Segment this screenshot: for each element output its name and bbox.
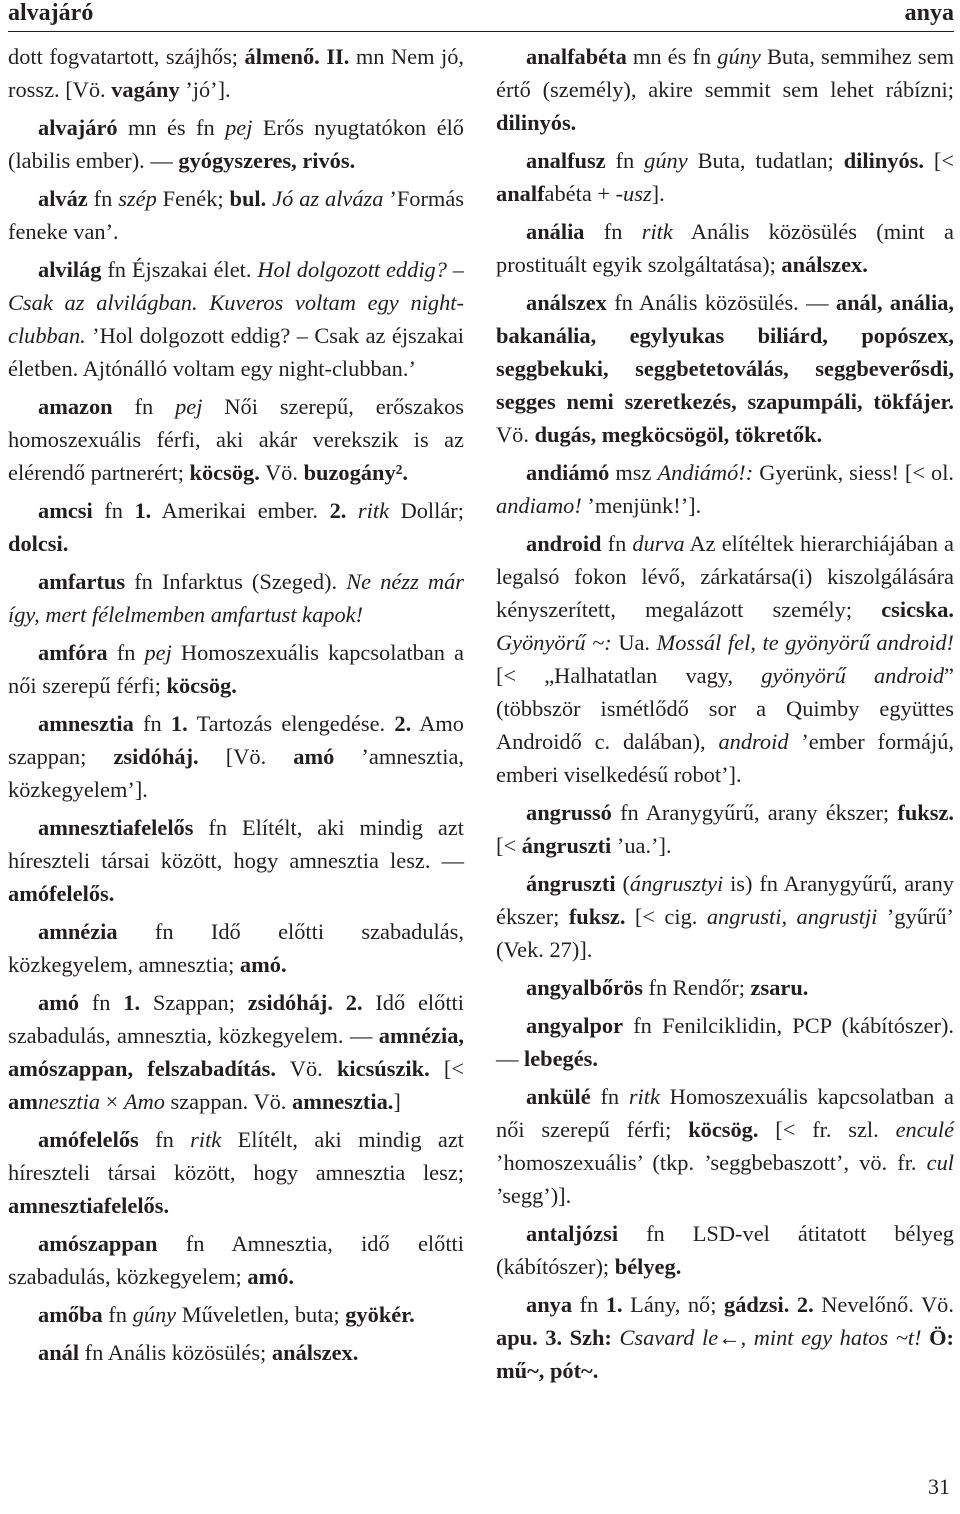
- entry-headword: angrussó: [526, 800, 612, 825]
- entry-text: Idő előtti szabadulás, amnesztia, közkegyelem. —: [8, 990, 464, 1048]
- entry-headword: amfóra: [38, 640, 108, 665]
- entry-text: fn: [572, 1292, 606, 1317]
- entry-text: Az elítéltek hierarchiájában a legalsó fokon lévő, zárkatársa(i) kiszolgálására kényszerített, megalázott személy;: [496, 531, 954, 622]
- entry-text: ’homoszexuális’ (tkp. ’seggbebaszott’, vö. fr.: [496, 1150, 927, 1175]
- entry-text: ’amnesztia, közkegyelem’].: [8, 744, 464, 802]
- entry-text: ×: [100, 1089, 124, 1114]
- dictionary-entry: [8, 636, 464, 702]
- italic-text: Ne nézz már így, mert félelmemben amfartust kapok!: [8, 569, 464, 627]
- entry-text: fn Anális közösülés;: [79, 1340, 272, 1365]
- entry-text: Amerikai ember.: [151, 498, 330, 523]
- entry-text: [333, 990, 346, 1015]
- italic-text: pej: [175, 394, 203, 419]
- bold-text: ángruszti: [521, 833, 612, 858]
- bold-text: köcsög.: [166, 673, 237, 698]
- entry-text: fn: [102, 1302, 133, 1327]
- bold-text: Ö: mű~, pót~.: [496, 1325, 954, 1383]
- italic-text: cul: [926, 1150, 954, 1175]
- bold-text: zsaru.: [750, 975, 809, 1000]
- dictionary-entry: [8, 915, 464, 981]
- entry-text: Anális közösülés (mint a prostituált egyik szolgáltatása);: [496, 219, 954, 277]
- entry-headword: análszex: [526, 290, 607, 315]
- bold-text: análszex.: [271, 1340, 359, 1365]
- entry-headword: amnézia: [38, 919, 118, 944]
- entry-text: [< cig.: [625, 904, 707, 929]
- entry-text: fn: [133, 711, 171, 736]
- entry-text: fn: [605, 148, 645, 173]
- bold-text: köcsög.: [189, 460, 260, 485]
- italic-text: szép: [118, 186, 157, 211]
- bold-text: 2.: [796, 1292, 814, 1317]
- entry-text: ’segg’)].: [496, 1183, 572, 1208]
- entry-text: mn és fn: [626, 44, 718, 69]
- italic-text: enculé: [895, 1117, 955, 1142]
- running-head-left: alvajáró: [8, 0, 94, 26]
- dictionary-entry: [8, 494, 464, 560]
- bold-text: dolcsi.: [8, 531, 69, 556]
- entry-text: fn: [112, 394, 176, 419]
- italic-text: Amo: [123, 1089, 165, 1114]
- dictionary-entry: [8, 811, 464, 910]
- running-head-right: anya: [904, 0, 954, 26]
- italic-text: pej: [144, 640, 172, 665]
- bold-text: amó: [293, 744, 335, 769]
- dictionary-entry: [496, 286, 954, 451]
- entry-headword: analfabéta: [526, 44, 627, 69]
- entry-text: [<: [923, 148, 954, 173]
- entry-headword: anália: [526, 219, 585, 244]
- entry-text: ’Hol dolgozott eddig? – Csak az éjszakai életben. Ajtónálló voltam egy night-clubban.’: [8, 323, 464, 381]
- italic-text: durva: [632, 531, 685, 556]
- italic-text: ritk: [628, 1084, 660, 1109]
- entry-text: Gyerünk, siess! [< ol.: [753, 460, 955, 485]
- bold-text: amnézia, amószappan, felszabadítás.: [8, 1023, 464, 1081]
- bold-text: apu.: [496, 1325, 538, 1350]
- bold-text: 1.: [605, 1292, 623, 1317]
- bold-text: vagány: [111, 77, 180, 102]
- italic-text: Gyönyörű ~:: [496, 630, 612, 655]
- italic-text: android: [718, 729, 789, 754]
- italic-text: gyönyörű android: [761, 663, 945, 688]
- dictionary-entry: [8, 111, 464, 177]
- bold-text: 1.: [123, 990, 141, 1015]
- dictionary-entry: [8, 1123, 464, 1222]
- bold-text: gyökér.: [345, 1302, 415, 1327]
- dictionary-entry: [496, 1080, 954, 1212]
- bold-text: bul.: [229, 186, 267, 211]
- italic-text: gúny: [132, 1302, 177, 1327]
- dictionary-entry: [496, 1288, 954, 1387]
- italic-text: pej: [225, 115, 253, 140]
- bold-text: 2.: [394, 711, 412, 736]
- entry-text: Amo szappan;: [8, 711, 464, 769]
- bold-text: bélyeg.: [614, 1254, 682, 1279]
- bold-text: 2.: [329, 498, 347, 523]
- entry-headword: amó: [38, 990, 80, 1015]
- entry-headword: anál: [38, 1340, 80, 1365]
- bold-text: am: [8, 1089, 38, 1114]
- dictionary-entry: [496, 527, 954, 791]
- bold-text: köcsög.: [688, 1117, 759, 1142]
- entry-text: Vö.: [259, 460, 304, 485]
- bold-text: buzogány².: [303, 460, 408, 485]
- entry-text: dott fogvatartott, szájhős;: [8, 44, 245, 69]
- entry-text: [<: [496, 833, 522, 858]
- entry-text: Homoszexuális kapcsolatban a női szerepű férfi;: [8, 640, 464, 698]
- entry-text: mn és fn: [117, 115, 226, 140]
- entry-text: ” (többször ismétlődő sor a Quimby együttes Androidő c. dalában),: [496, 663, 954, 754]
- entry-text: szappan. Vö.: [164, 1089, 292, 1114]
- entry-headword: anya: [526, 1292, 573, 1317]
- entry-text: is) fn Aranygyűrű, arany ékszer;: [496, 871, 954, 929]
- bold-text: lebegés.: [524, 1046, 598, 1071]
- dictionary-entry: [496, 971, 954, 1004]
- entry-text: [346, 498, 358, 523]
- entry-text: Buta, semmihez sem értő (személy), akire semmit sem lehet rábízni;: [496, 44, 954, 102]
- dictionary-entry: [496, 144, 954, 210]
- left-column: [8, 40, 464, 1374]
- bold-text: amnesztia.: [292, 1089, 394, 1114]
- page-header: [0, 0, 960, 34]
- entry-text: fn: [590, 1084, 629, 1109]
- entry-text: fn Idő előtti szabadulás, közkegyelem, amnesztia;: [8, 919, 464, 977]
- entry-text: [789, 1292, 797, 1317]
- entry-headword: amfartus: [38, 569, 126, 594]
- entry-headword: amazon: [38, 394, 113, 419]
- bold-text: csicska.: [881, 597, 954, 622]
- dictionary-entry: [8, 565, 464, 631]
- bold-text: analf: [496, 181, 545, 206]
- entry-headword: andiámó: [526, 460, 610, 485]
- bold-text: amnesztiafelelős.: [8, 1193, 170, 1218]
- entry-text: abéta + -: [544, 181, 624, 206]
- entry-headword: amnesztia: [38, 711, 134, 736]
- bold-text: 1.: [134, 498, 152, 523]
- right-column: [496, 40, 954, 1392]
- dictionary-entry: [496, 796, 954, 862]
- bold-text: gádzsi.: [724, 1292, 790, 1317]
- entry-text: fn: [107, 640, 145, 665]
- bold-text: análszex.: [781, 252, 868, 277]
- italic-text: angrusti, angrustji: [706, 904, 878, 929]
- entry-text: Vö.: [496, 422, 535, 447]
- bold-text: fuksz.: [897, 800, 954, 825]
- bold-text: dugás, megköcsögöl, tökretők.: [534, 422, 823, 447]
- entry-headword: ángruszti: [526, 871, 616, 896]
- dictionary-entry: [496, 40, 954, 139]
- italic-text: Jó az alváza: [272, 186, 384, 211]
- dictionary-entry: [496, 456, 954, 522]
- entry-text: msz: [609, 460, 658, 485]
- entry-text: [< fr. szl.: [758, 1117, 896, 1142]
- entry-text: fn: [584, 219, 642, 244]
- dictionary-entry: [8, 707, 464, 806]
- entry-headword: alvilág: [38, 257, 102, 282]
- dictionary-entry: [8, 1298, 464, 1331]
- entry-text: Nevelőnő. Vö.: [813, 1292, 954, 1317]
- entry-headword: antaljózsi: [526, 1221, 619, 1246]
- entry-text: fn Elítélt, aki mindig azt híreszteli társai között, hogy amnesztia lesz. —: [8, 815, 464, 873]
- entry-headword: angyalpor: [526, 1013, 624, 1038]
- bold-text: kicsúszik.: [336, 1056, 430, 1081]
- italic-text: Hol dolgozott eddig? – Csak az alvilágban. Kuveros voltam egy night-clubban.: [8, 257, 464, 348]
- entry-text: Ua.: [611, 630, 657, 655]
- italic-text: Andiámó!:: [657, 460, 754, 485]
- entry-text: [922, 1325, 930, 1350]
- bold-text: II.: [326, 44, 350, 69]
- italic-text: gúny: [717, 44, 761, 69]
- bold-text: álmenő.: [244, 44, 320, 69]
- italic-text: gúny: [644, 148, 688, 173]
- entry-text: ’menjünk!’].: [581, 493, 702, 518]
- entry-text: ’gyűrű’ (Vek. 27)].: [496, 904, 954, 962]
- entry-text: fn Infarktus (Szeged).: [125, 569, 347, 594]
- italic-text: ritk: [190, 1127, 222, 1152]
- header-rule: [8, 31, 954, 32]
- dictionary-entry: [496, 1009, 954, 1075]
- bold-text: dilinyós.: [496, 110, 577, 135]
- entry-text: fn Amnesztia, idő előtti szabadulás, közkegyelem;: [8, 1231, 464, 1289]
- dictionary-entry: [496, 1217, 954, 1283]
- entry-text: Dollár;: [389, 498, 464, 523]
- entry-text: ].: [651, 181, 665, 206]
- italic-text: nesztia: [37, 1089, 101, 1114]
- entry-text: fn Rendőr;: [642, 975, 751, 1000]
- entry-headword: amőba: [38, 1302, 103, 1327]
- entry-text: Homoszexuális kapcsolatban a női szerepű férfi;: [496, 1084, 954, 1142]
- bold-text: anál, anália, bakanália, egylyukas biliárd, popószex, seggbekuki, seggbetetoválás, seggbeverősdi, segges nemi szeretkezés, szapumpáli, tökfájer.: [496, 290, 955, 414]
- entry-headword: alváz: [38, 186, 88, 211]
- dictionary-entry: [8, 1336, 464, 1369]
- entry-text: fn Fenilciklidin, PCP (kábítószer). —: [496, 1013, 954, 1071]
- entry-headword: amcsi: [38, 498, 93, 523]
- bold-text: amófelelős.: [8, 881, 115, 906]
- entry-text: fn LSD-vel átitatott bélyeg (kábítószer);: [496, 1221, 954, 1279]
- bold-text: amó.: [239, 952, 287, 977]
- italic-text: Mossál fel, te gyönyörű android!: [656, 630, 954, 655]
- entry-text: Elítélt, aki mindig azt híreszteli társai között, hogy amnesztia lesz;: [8, 1127, 464, 1185]
- italic-text: usz: [623, 181, 652, 206]
- entry-text: Buta, tudatlan;: [687, 148, 844, 173]
- entry-headword: amnesztiafelelős: [38, 815, 194, 840]
- entry-text: Fenék;: [156, 186, 230, 211]
- entry-text: ’Formás feneke van’.: [8, 186, 464, 244]
- bold-text: 1.: [170, 711, 188, 736]
- entry-text: fn: [92, 498, 135, 523]
- page-number: 31: [928, 1474, 950, 1499]
- entry-text: fn: [87, 186, 119, 211]
- entry-text: ’jó’].: [179, 77, 231, 102]
- entry-text: fn Éjszakai élet.: [101, 257, 258, 282]
- entry-text: Erős nyugtatókon élő (labilis ember). —: [8, 115, 464, 173]
- bold-text: 2.: [345, 990, 363, 1015]
- italic-text: ritk: [357, 498, 390, 523]
- italic-text: andiamo!: [496, 493, 582, 518]
- entry-text: fn Aranygyűrű, arany ékszer;: [611, 800, 898, 825]
- entry-headword: amófelelős: [38, 1127, 139, 1152]
- entry-text: Tartozás elengedése.: [187, 711, 395, 736]
- dictionary-entry: [8, 40, 464, 106]
- entry-text: (: [615, 871, 630, 896]
- entry-text: [<: [429, 1056, 464, 1081]
- dictionary-entry: [8, 986, 464, 1118]
- bold-text: zsidóháj.: [247, 990, 333, 1015]
- bold-text: fuksz.: [568, 904, 626, 929]
- entry-text: ’ember formájú, emberi viselkedésű robot’].: [496, 729, 955, 787]
- dictionary-entry: [496, 867, 954, 966]
- entry-headword: amószappan: [38, 1231, 158, 1256]
- entry-headword: angyalbőrös: [526, 975, 643, 1000]
- entry-text: Lány, nő;: [622, 1292, 724, 1317]
- entry-text: ]: [393, 1089, 401, 1114]
- dictionary-entry: [8, 1227, 464, 1293]
- entry-text: Műveletlen, buta;: [176, 1302, 346, 1327]
- entry-text: [Vö.: [198, 744, 294, 769]
- dictionary-entry: [496, 215, 954, 281]
- entry-headword: ankülé: [526, 1084, 591, 1109]
- bold-text: dilinyós.: [843, 148, 924, 173]
- entry-headword: alvajáró: [38, 115, 118, 140]
- entry-text: mn Nem jó, rossz. [Vö.: [8, 44, 464, 102]
- dictionary-entry: [8, 182, 464, 248]
- dictionary-entry: [8, 390, 464, 489]
- italic-text: ángrusztyi: [629, 871, 724, 896]
- entry-text: Szappan;: [140, 990, 248, 1015]
- entry-headword: analfusz: [526, 148, 606, 173]
- bold-text: 3. Szh:: [545, 1325, 612, 1350]
- entry-text: fn Anális közösülés. —: [606, 290, 836, 315]
- italic-text: Csavard le←, mint egy hatos ~t!: [619, 1325, 922, 1350]
- dictionary-entry: [8, 253, 464, 385]
- entry-text: Női szerepű, erőszakos homoszexuális férfi, aki akár verekszik is az elérendő partnerért;: [8, 394, 464, 485]
- entry-text: Vö.: [276, 1056, 337, 1081]
- italic-text: ritk: [641, 219, 673, 244]
- entry-text: fn: [138, 1127, 191, 1152]
- entry-text: fn: [601, 531, 633, 556]
- bold-text: zsidóháj.: [113, 744, 199, 769]
- bold-text: amó.: [247, 1264, 295, 1289]
- entry-headword: android: [526, 531, 602, 556]
- bold-text: gyógyszeres, rivós.: [178, 148, 356, 173]
- entry-text: fn: [79, 990, 124, 1015]
- entry-text: [< „Halhatatlan vagy,: [496, 663, 762, 688]
- entry-text: ’ua.’].: [611, 833, 672, 858]
